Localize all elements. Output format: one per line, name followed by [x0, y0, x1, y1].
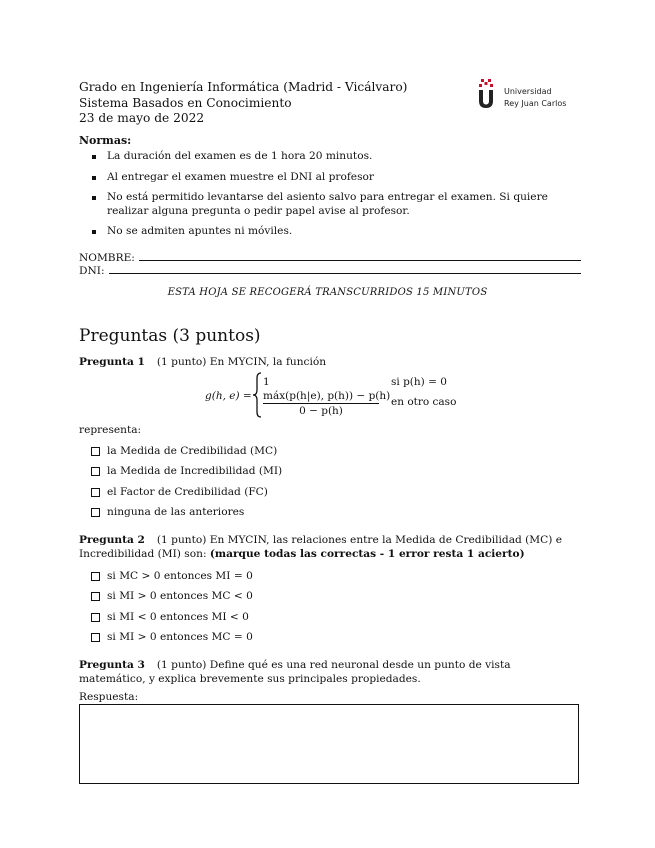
- checkbox[interactable]: [91, 633, 100, 642]
- option-label: si MI > 0 entonces MC < 0: [107, 590, 253, 602]
- checkbox[interactable]: [91, 592, 100, 601]
- option-label: la Medida de Incredibilidad (MI): [107, 465, 283, 477]
- question-1-text: (1 punto) En MYCIN, la función: [156, 356, 327, 368]
- option-label: el Factor de Credibilidad (FC): [107, 486, 268, 498]
- rule-item: No está permitido levantarse del asiento salvo para entregar el examen. Si quiere realizar alguna pregunta o pedir papel avise al profesor.: [79, 191, 579, 218]
- answer-box[interactable]: [79, 704, 579, 784]
- q2-option[interactable]: [91, 631, 253, 643]
- option-label: si MI < 0 entonces MI < 0: [107, 611, 249, 623]
- question-2-label: Pregunta 2: [79, 534, 145, 546]
- answer-label: Respuesta:: [79, 691, 139, 703]
- dni-field[interactable]: [79, 265, 581, 277]
- formula-case1-condition: si p(h) = 0: [391, 376, 447, 388]
- checkbox[interactable]: [91, 613, 100, 622]
- checkbox[interactable]: [91, 508, 100, 517]
- dni-label: DNI:: [79, 265, 105, 277]
- rule-item: No se admiten apuntes ni móviles.: [79, 225, 579, 239]
- university-logo: [477, 79, 577, 109]
- exam-header: [79, 80, 407, 127]
- question-1-label: Pregunta 1: [79, 356, 145, 368]
- nombre-field[interactable]: [79, 252, 581, 264]
- q2-option[interactable]: [91, 570, 253, 582]
- mycin-formula: [205, 373, 465, 423]
- option-label: si MC > 0 entonces MI = 0: [107, 570, 253, 582]
- question-1: [79, 355, 579, 369]
- formula-case1-value: 1: [263, 376, 270, 388]
- formula-case2-condition: en otro caso: [391, 396, 457, 408]
- formula-lhs: g(h, e) =: [205, 390, 252, 402]
- rules-list: [79, 150, 579, 246]
- nombre-line[interactable]: [139, 259, 581, 261]
- collection-warning: ESTA HOJA SE RECOGERÁ TRANSCURRIDOS 15 MINUTOS: [167, 287, 488, 298]
- question-3: [79, 658, 579, 686]
- logo-line-1: Universidad: [504, 87, 552, 96]
- option-label: la Medida de Credibilidad (MC): [107, 445, 278, 457]
- question-1-after: representa:: [79, 424, 142, 436]
- q1-option[interactable]: [91, 465, 282, 477]
- formula-numerator: máx(p(h|e), p(h)) − p(h): [263, 390, 391, 402]
- question-3-label: Pregunta 3: [79, 659, 145, 671]
- q1-option[interactable]: [91, 506, 244, 518]
- degree-line: Grado en Ingeniería Informática (Madrid - Vicálvaro): [79, 80, 408, 94]
- question-2-note: (marque todas las correctas - 1 error resta 1 acierto): [209, 548, 525, 560]
- formula-fraction: [263, 390, 391, 417]
- checkbox[interactable]: [91, 447, 100, 456]
- question-2-text: (1 punto) En MYCIN, las relaciones entre la Medida de Credibilidad (MC) e Incredibilidad (MI) son:: [79, 534, 563, 560]
- logo-line-2: Rey Juan Carlos: [504, 99, 567, 108]
- left-brace-icon: [252, 372, 262, 418]
- checkbox[interactable]: [91, 488, 100, 497]
- option-label: ninguna de las anteriores: [107, 506, 245, 518]
- urjc-logo-icon: [477, 79, 495, 109]
- rule-item: Al entregar el examen muestre el DNI al profesor: [79, 171, 579, 185]
- q2-option[interactable]: [91, 611, 249, 623]
- q1-option[interactable]: [91, 445, 277, 457]
- normas-title: Normas:: [79, 134, 132, 147]
- section-title: Preguntas (3 puntos): [79, 326, 261, 346]
- question-2: [79, 533, 579, 561]
- nombre-label: NOMBRE:: [79, 252, 135, 264]
- course-line: Sistema Basados en Conocimiento: [79, 95, 292, 110]
- formula-denominator: 0 − p(h): [299, 405, 343, 417]
- dni-line[interactable]: [109, 272, 581, 274]
- date-line: 23 de mayo de 2022: [79, 111, 205, 125]
- option-label: si MI > 0 entonces MC = 0: [107, 631, 253, 643]
- checkbox[interactable]: [91, 467, 100, 476]
- question-3-text: (1 punto) Define qué es una red neuronal desde un punto de vista matemático, y explica brevemente sus principales propiedades.: [79, 659, 511, 685]
- checkbox[interactable]: [91, 572, 100, 581]
- rule-item: La duración del examen es de 1 hora 20 minutos.: [79, 150, 579, 164]
- q1-option[interactable]: [91, 486, 268, 498]
- q2-option[interactable]: [91, 590, 253, 602]
